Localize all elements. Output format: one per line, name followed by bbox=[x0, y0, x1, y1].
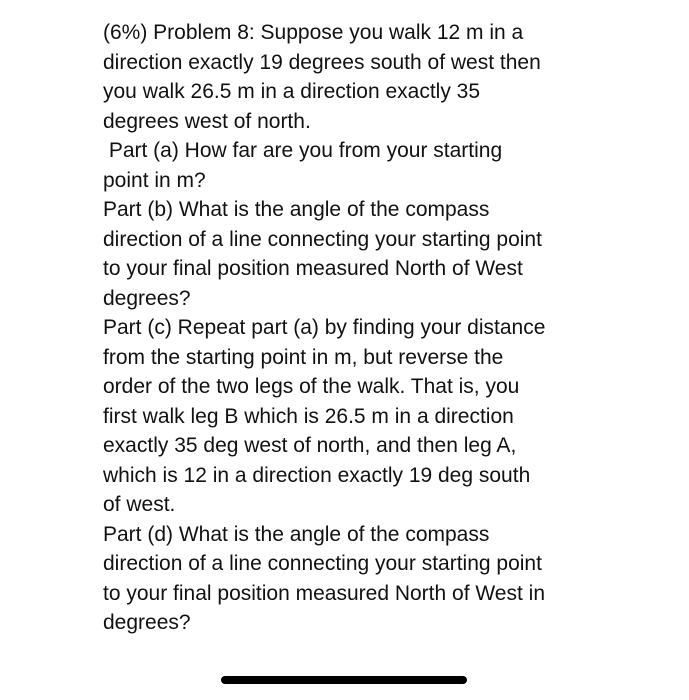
part-d-line: degrees? bbox=[103, 611, 191, 634]
part-b-line: to your final position measured North of West bbox=[103, 257, 523, 280]
part-b-line: direction of a line connecting your starting point bbox=[103, 227, 542, 251]
part-d-line: Part (d) What is the angle of the compass bbox=[103, 522, 490, 546]
part-c-line: exactly 35 deg west of north, and then leg A, bbox=[103, 434, 517, 457]
problem-line: degrees west of north. bbox=[103, 109, 311, 133]
part-c-line: of west. bbox=[103, 493, 176, 516]
part-c-line: which is 12 in a direction exactly 19 deg south bbox=[103, 463, 531, 487]
part-c-line: first walk leg B which is 26.5 m in a direction bbox=[103, 404, 514, 428]
part-d-line: to your final position measured North of West in bbox=[103, 581, 545, 605]
part-a-line: point in m? bbox=[103, 168, 206, 192]
part-d-line: direction of a line connecting your starting point bbox=[103, 552, 542, 575]
part-c-line: Part (c) Repeat part (a) by finding your distance bbox=[103, 316, 546, 339]
problem-statement bbox=[103, 18, 603, 638]
problem-line: you walk 26.5 m in a direction exactly 35 bbox=[103, 80, 481, 103]
problem-line: direction exactly 19 degrees south of west then bbox=[103, 50, 541, 74]
problem-line: (6%) Problem 8: Suppose you walk 12 m in a bbox=[103, 21, 524, 44]
part-c-line: order of the two legs of the walk. That is, you bbox=[103, 375, 520, 398]
part-c-line: from the starting point in m, but reverse the bbox=[103, 345, 504, 369]
part-b-line: degrees? bbox=[103, 286, 191, 310]
part-b-line: Part (b) What is the angle of the compass bbox=[103, 198, 490, 221]
part-a-line: Part (a) How far are you from your starting bbox=[103, 139, 503, 162]
home-indicator-bar[interactable] bbox=[221, 676, 467, 684]
